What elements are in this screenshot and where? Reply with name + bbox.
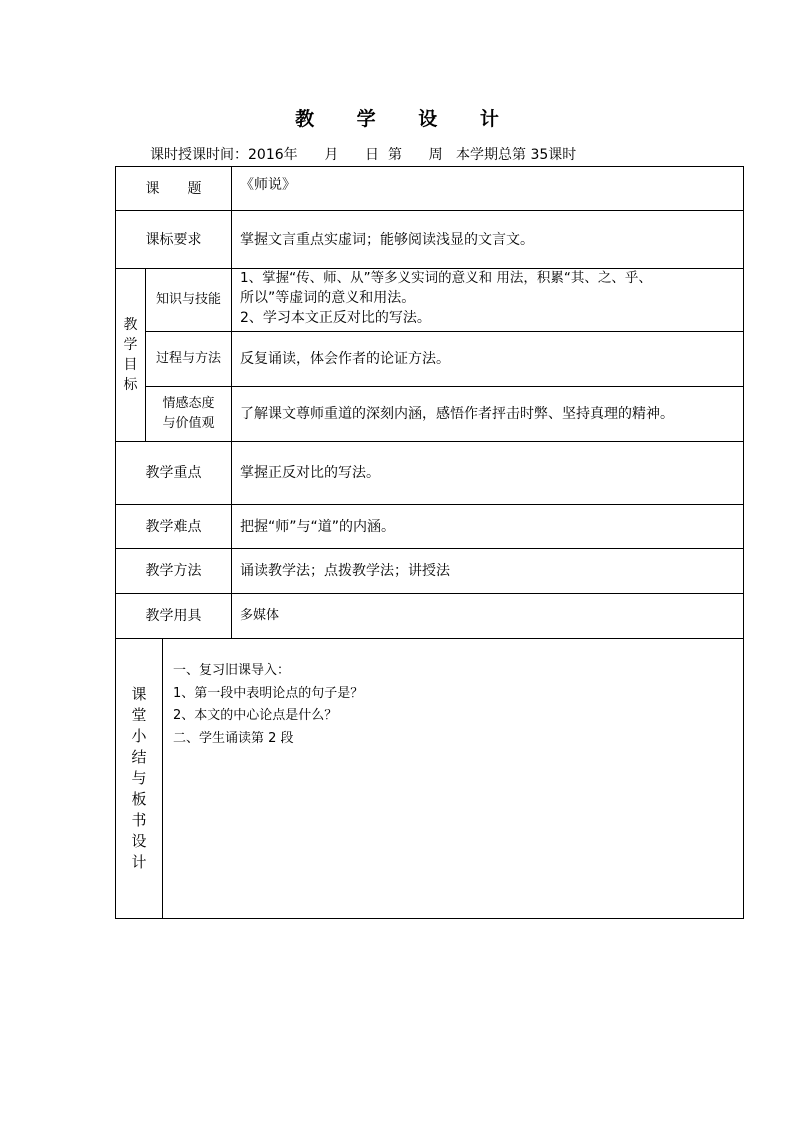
standard-label: 课标要求 xyxy=(145,231,202,248)
standard-value: 掌握文言重点实虚词；能够阅读浅显的文言文。 xyxy=(240,231,534,248)
tools-label: 教学用具 xyxy=(145,608,202,624)
page-title: 教 学 设 计 xyxy=(295,108,517,130)
method-value: 诵读教学法；点拨教学法；讲授法 xyxy=(240,563,450,579)
knowledge-value xyxy=(240,268,743,328)
summary-line: 1、第一段中表明论点的句子是？ xyxy=(173,685,364,701)
summary-line: 2、本文的中心论点是什么？ xyxy=(173,708,338,723)
schedule-label: 课时授课时间： xyxy=(150,147,248,163)
summary-label-char: 书 xyxy=(131,811,147,829)
topic-value: 《师说》 xyxy=(240,177,296,193)
objectives-label xyxy=(116,269,145,441)
emotion-label-line: 与价值观 xyxy=(162,416,215,431)
emotion-value: 了解课文尊师重道的深刻内涵，感悟作者抨击时弊、坚持真理的精神。 xyxy=(240,406,674,422)
objectives-label-char: 目 xyxy=(123,357,138,373)
summary-label-char: 与 xyxy=(131,769,147,787)
summary-label-char: 结 xyxy=(131,748,147,766)
emotion-label xyxy=(146,387,231,441)
schedule-lesson-unit: 课时 xyxy=(548,147,577,163)
summary-label-char: 计 xyxy=(131,853,147,871)
knowledge-label: 知识与技能 xyxy=(155,292,221,307)
difficulty-label: 教学难点 xyxy=(145,518,202,535)
schedule-month: 月 xyxy=(324,147,339,163)
summary-label-char: 板 xyxy=(131,790,147,808)
schedule-week: 周 xyxy=(428,147,443,163)
objectives-label-char: 学 xyxy=(123,337,138,353)
schedule-year: 2016年 xyxy=(248,147,298,163)
key-point-label: 教学重点 xyxy=(145,465,202,481)
topic-label: 课 题 xyxy=(145,180,202,197)
knowledge-line: 2、学习本文正反对比的写法。 xyxy=(240,310,431,326)
process-label: 过程与方法 xyxy=(155,351,221,366)
objectives-label-char: 标 xyxy=(123,377,138,393)
summary-line: 一、复习旧课导入： xyxy=(173,663,291,678)
summary-label-char: 堂 xyxy=(131,706,147,724)
summary-label xyxy=(116,639,162,918)
emotion-label-line: 情感态度 xyxy=(162,396,215,411)
summary-label-char: 课 xyxy=(131,685,147,703)
schedule-line xyxy=(150,144,576,164)
tools-value: 多媒体 xyxy=(240,608,280,623)
schedule-lesson-no: 35 xyxy=(530,147,549,163)
summary-content xyxy=(173,660,733,750)
knowledge-line: 1、掌握“传、师、从”等多义实词的意义和 用法，积累“其、之、乎、 xyxy=(240,270,652,286)
summary-label-char: 小 xyxy=(131,727,147,745)
process-value: 反复诵读，体会作者的论证方法。 xyxy=(240,351,450,367)
schedule-total: 本学期总第 xyxy=(456,147,527,163)
key-point-value: 掌握正反对比的写法。 xyxy=(240,465,380,481)
objectives-label-char: 教 xyxy=(123,317,138,333)
knowledge-line: 所以”等虚词的意义和用法。 xyxy=(240,290,416,306)
schedule-day: 日 xyxy=(365,147,380,163)
summary-line: 二、学生诵读第 2 段 xyxy=(173,730,294,746)
summary-label-char: 设 xyxy=(131,832,147,850)
difficulty-value: 把握“师”与“道”的内涵。 xyxy=(240,518,396,535)
schedule-week-prefix: 第 xyxy=(387,147,402,163)
method-label: 教学方法 xyxy=(145,563,202,579)
